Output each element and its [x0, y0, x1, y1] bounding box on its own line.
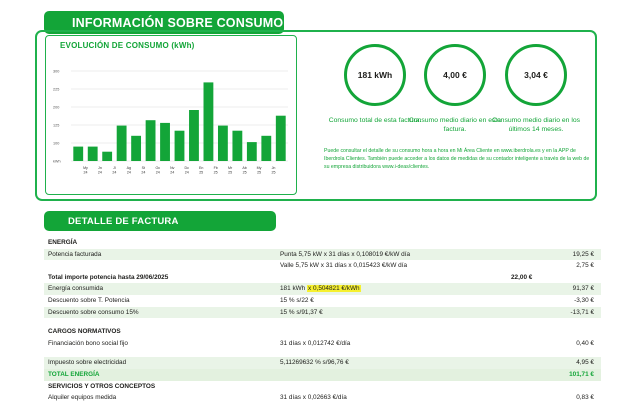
section-heading — [44, 326, 601, 338]
x-tick-label: Oc 24 — [155, 166, 161, 175]
x-tick-label: St 24 — [141, 166, 146, 175]
y-tick-label: 225 — [53, 87, 60, 92]
x-tick-label: Dc 24 — [184, 166, 189, 175]
row-calculation: Valle 5,75 kW x 31 días x 0,015423 €/kW día — [280, 262, 408, 270]
chart-bar — [276, 116, 286, 161]
row-concept: ENERGÍA — [48, 239, 78, 246]
chart-bar — [247, 142, 257, 161]
subtotal-row — [44, 272, 601, 284]
row-amount: 101,71 € — [569, 370, 594, 378]
row-calculation: 31 días x 0,012742 €/día — [280, 339, 351, 347]
row-amount: 91,37 € — [572, 285, 594, 293]
table-row — [44, 249, 601, 261]
x-tick-label: Mr 25 — [228, 166, 233, 175]
x-tick-label: Ag 24 — [126, 166, 132, 175]
chart-bar — [232, 131, 242, 161]
row-amount: 0,40 € — [576, 339, 594, 347]
consumption-info-tab: INFORMACIÓN SOBRE CONSUMO — [44, 11, 284, 34]
highlighted-price: x 0,504821 €/kWh — [308, 285, 360, 293]
x-tick-label: My 25 — [256, 166, 262, 175]
row-calculation: 5,11269632 % s/96,76 € — [280, 359, 349, 367]
row-concept: CARGOS NORMATIVOS — [48, 328, 121, 336]
chart-bar — [204, 82, 214, 161]
table-spacer — [44, 318, 601, 326]
y-tick-label: 200 — [53, 105, 60, 110]
row-concept: Alquiler equipos medida — [48, 394, 117, 402]
table-row — [44, 357, 601, 369]
row-amount: 0,83 € — [576, 394, 594, 402]
yearly-average-circle — [505, 44, 567, 106]
chart-title: EVOLUCIÓN DE CONSUMO (kWh) — [60, 41, 195, 50]
table-row — [44, 260, 601, 272]
chart-bar — [160, 123, 170, 161]
total-consumption-caption: Consumo total de esta factura. — [328, 117, 422, 124]
bar-chart — [46, 36, 298, 196]
x-tick-label: My 24 — [83, 166, 88, 175]
y-tick-label: 125 — [53, 123, 60, 128]
yearly-average-value: 3,04 € — [524, 70, 548, 80]
row-concept: Financiación bono social fijo — [48, 339, 128, 347]
yearly-average-caption: Consumo medio diario en los últimos 14 meses. — [491, 117, 581, 133]
table-row — [44, 295, 601, 307]
chart-bar — [131, 136, 141, 161]
x-tick-label: Ab 25 — [242, 166, 247, 175]
chart-bar — [189, 110, 199, 161]
table-row — [44, 283, 601, 295]
chart-bar — [261, 136, 271, 161]
row-amount: 4,95 € — [576, 359, 594, 367]
row-concept: TOTAL ENERGÍA — [48, 370, 100, 378]
y-tick-label: 300 — [53, 69, 60, 74]
row-amount: -13,71 € — [570, 308, 594, 316]
row-concept: Total importe potencia hasta 29/06/2025 — [48, 273, 169, 281]
section-heading — [44, 381, 601, 393]
total-row — [44, 369, 601, 381]
row-amount: 2,75 € — [576, 262, 594, 270]
x-tick-label: Fb 25 — [213, 166, 218, 175]
invoice-detail-table — [44, 237, 601, 404]
row-concept: Potencia facturada — [48, 250, 102, 258]
total-consumption-circle — [344, 44, 406, 106]
invoice-detail-tab: DETALLE DE FACTURA — [44, 211, 276, 231]
row-concept: Descuento sobre T. Potencia — [48, 296, 130, 304]
table-spacer — [44, 349, 601, 357]
chart-bar — [102, 152, 112, 161]
row-amount: -3,30 € — [574, 296, 594, 304]
chart-bar — [73, 147, 83, 161]
row-amount: 19,25 € — [572, 250, 594, 258]
daily-average-circle — [424, 44, 486, 106]
consumption-chart — [45, 35, 297, 195]
kwh-amount: 181 kWh — [280, 285, 306, 293]
table-row — [44, 338, 601, 350]
table-row — [44, 392, 601, 404]
chart-bar — [88, 147, 98, 161]
row-calculation: 22,00 € — [511, 273, 533, 281]
row-calculation: Punta 5,75 kW x 31 días x 0,108019 €/kW día — [280, 250, 411, 258]
x-tick-label: Jn 25 — [271, 166, 276, 175]
table-row — [44, 307, 601, 319]
row-calculation: 15 % s/22 € — [280, 296, 314, 304]
chart-bar — [175, 131, 185, 161]
chart-bar — [218, 126, 228, 161]
row-concept: Energía consumida — [48, 285, 104, 293]
daily-average-value: 4,00 € — [443, 70, 467, 80]
x-tick-label: En 25 — [198, 166, 204, 175]
row-concept: Impuesto sobre electricidad — [48, 359, 127, 367]
y-tick-label: kWh — [53, 159, 61, 164]
row-calculation — [280, 283, 361, 295]
total-consumption-value: 181 kWh — [357, 70, 393, 80]
y-tick-label: 100 — [53, 141, 60, 146]
x-tick-label: Jn 24 — [97, 166, 102, 175]
chart-bar — [117, 126, 127, 161]
chart-bar — [146, 120, 156, 161]
row-calculation: 15 % s/91,37 € — [280, 308, 323, 316]
daily-average-caption: Consumo medio diario en esta factura. — [408, 117, 502, 133]
row-calculation: 31 días x 0,02663 €/día — [280, 394, 347, 402]
consumption-note: Puede consultar el detalle de su consumo hora a hora en Mi Área Cliente en www.iberdrola.es y en la APP de Iberdrola Clientes. También puede acceder a los datos de medidas de su contador inteligente a través de la web de su empresa distribuidora www.i-deas/clientes. — [324, 148, 590, 170]
x-tick-label: Nv 24 — [170, 166, 175, 175]
row-concept: SERVICIOS Y OTROS CONCEPTOS — [48, 382, 156, 390]
x-tick-label: Jl 24 — [112, 166, 117, 175]
section-heading — [44, 237, 601, 249]
row-concept: Descuento sobre consumo 15% — [48, 308, 139, 316]
